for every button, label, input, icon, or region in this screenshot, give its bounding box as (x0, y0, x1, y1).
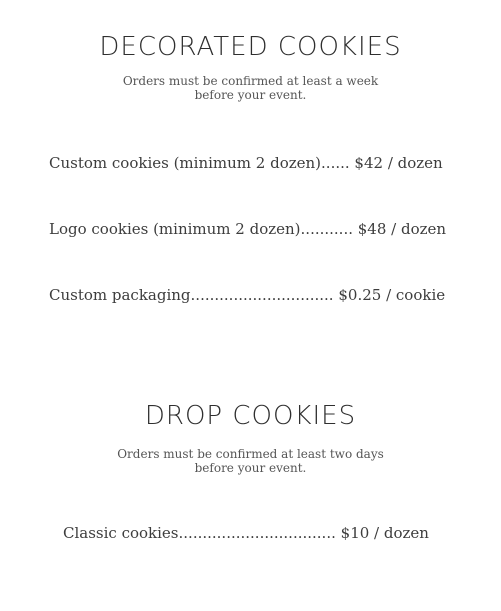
note-line-1: Orders must be confirmed at least two days (117, 447, 384, 461)
item-price: $0.25 / cookie (338, 286, 446, 304)
section-title-drop-cookies: DROP COOKIES (144, 401, 357, 431)
note-line-2: before your event. (194, 88, 307, 102)
item-label: Logo cookies (minimum 2 dozen) (49, 220, 301, 238)
dot-leader: ........... (300, 220, 353, 238)
item-price: $42 / dozen (354, 154, 443, 172)
price-row-classic-cookies (63, 524, 433, 542)
note-line-1: Orders must be confirmed at least a week (122, 74, 379, 88)
section-note-drop-cookies (0, 447, 501, 475)
section-note-decorated-cookies (0, 74, 501, 102)
item-price: $10 / dozen (340, 524, 429, 542)
item-label: Custom packaging (49, 286, 191, 304)
price-row-custom-cookies (49, 154, 446, 172)
dot-leader: .............................. (190, 286, 334, 304)
price-row-custom-packaging (49, 286, 446, 304)
dot-leader: ................................. (178, 524, 336, 542)
note-line-2: before your event. (194, 461, 307, 475)
item-label: Custom cookies (minimum 2 dozen) (49, 154, 322, 172)
dot-leader: ...... (321, 154, 350, 172)
item-price: $48 / dozen (357, 220, 447, 238)
item-label: Classic cookies (63, 524, 179, 542)
section-title-decorated-cookies: DECORATED COOKIES (99, 32, 402, 62)
price-row-logo-cookies (49, 220, 446, 238)
